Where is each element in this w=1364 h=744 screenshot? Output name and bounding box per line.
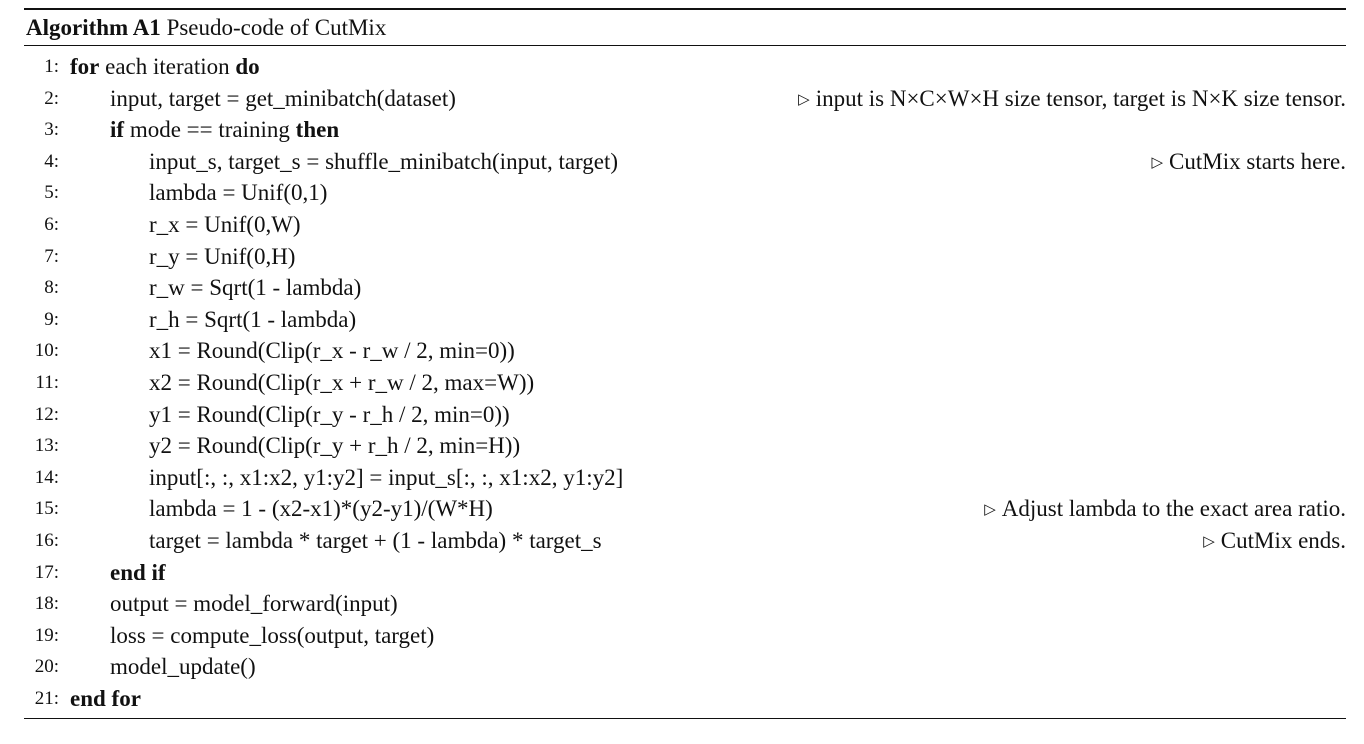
algorithm-block — [24, 8, 1346, 719]
code-line — [24, 177, 1346, 209]
comment-triangle-icon: ▷ — [1203, 533, 1215, 550]
line-number: 16: — [34, 529, 59, 551]
code-line — [24, 146, 1346, 178]
line-number: 18: — [34, 593, 59, 615]
code-statement — [110, 588, 398, 620]
line-number: 1: — [44, 56, 59, 77]
code-statement — [110, 620, 434, 652]
line-number: 21: — [34, 687, 59, 709]
code-statement — [70, 683, 141, 715]
code-line — [24, 462, 1346, 494]
code-line — [24, 367, 1346, 399]
comment-triangle-icon: ▷ — [984, 502, 996, 519]
code-text: lambda = 1 - (x2-x1)*(y2-y1)/(W*H) — [149, 496, 493, 522]
comment-text: input is N×C×W×H size tensor, target is N×K size tensor. — [815, 85, 1346, 111]
comment-triangle-icon: ▷ — [798, 91, 810, 108]
code-text: lambda = Unif(0,1) — [149, 180, 328, 206]
code-statement — [110, 114, 339, 146]
line-number: 17: — [34, 561, 59, 583]
code-line — [24, 493, 1346, 525]
code-statement — [110, 557, 166, 589]
code-line — [24, 114, 1346, 146]
code-line — [24, 241, 1346, 273]
code-statement — [149, 430, 520, 462]
line-number: 11: — [35, 371, 59, 393]
algorithm-label: Algorithm A1 — [26, 15, 161, 40]
code-text: each iteration — [99, 54, 236, 79]
line-comment — [1203, 525, 1346, 561]
line-comment — [1152, 146, 1347, 182]
code-text: input_s, target_s = shuffle_minibatch(input, target) — [149, 148, 619, 174]
line-comment — [984, 493, 1346, 529]
line-number: 13: — [34, 435, 59, 457]
line-number: 15: — [34, 498, 59, 520]
bottom-rule — [24, 718, 1346, 719]
code-statement — [149, 304, 356, 336]
algorithm-title: Pseudo-code of CutMix — [166, 15, 387, 40]
code-line — [24, 651, 1346, 683]
comment-triangle-icon: ▷ — [1151, 154, 1164, 171]
code-line — [24, 51, 1346, 83]
code-line — [24, 557, 1346, 589]
code-text: target = lambda * target + (1 - lambda) * target_s — [149, 527, 602, 553]
code-statement — [110, 83, 456, 115]
code-text: r_y = Unif(0,H) — [149, 243, 296, 269]
code-line — [24, 588, 1346, 620]
code-text: y1 = Round(Clip(r_y - r_h / 2, min=0)) — [149, 401, 510, 427]
code-text: input, target = get_minibatch(dataset) — [110, 85, 456, 111]
keyword: do — [235, 54, 260, 79]
line-number: 7: — [44, 245, 59, 267]
keyword: end if — [110, 559, 166, 585]
code-statement — [149, 146, 618, 178]
code-line — [24, 83, 1346, 115]
code-text: mode == training — [124, 117, 296, 143]
line-number: 6: — [44, 213, 59, 235]
code-text: r_w = Sqrt(1 - lambda) — [149, 275, 362, 301]
line-number: 2: — [44, 87, 59, 109]
code-line — [24, 620, 1346, 652]
comment-text: CutMix starts here. — [1169, 148, 1346, 174]
comment-text: Adjust lambda to the exact area ratio. — [1001, 496, 1346, 522]
code-line — [24, 399, 1346, 431]
code-line — [24, 335, 1346, 367]
line-number: 10: — [34, 340, 59, 362]
code-statement — [149, 525, 602, 557]
comment-text: CutMix ends. — [1220, 527, 1346, 553]
code-statement — [149, 177, 327, 209]
code-statement — [149, 209, 301, 241]
code-text: x1 = Round(Clip(r_x - r_w / 2, min=0)) — [149, 338, 515, 364]
line-number: 3: — [44, 119, 59, 141]
code-statement — [149, 493, 493, 525]
code-text: y2 = Round(Clip(r_y + r_h / 2, min=H)) — [149, 433, 521, 459]
line-number: 4: — [44, 150, 59, 172]
algorithm-caption — [24, 10, 1346, 45]
line-number: 19: — [34, 624, 59, 646]
code-text: output = model_forward(input) — [110, 591, 398, 617]
code-statement — [149, 272, 361, 304]
code-text: loss = compute_loss(output, target) — [110, 622, 435, 648]
code-statement — [149, 367, 534, 399]
line-number: 20: — [34, 656, 59, 678]
code-text: r_h = Sqrt(1 - lambda) — [149, 306, 357, 332]
code-statement — [149, 241, 295, 273]
code-statement — [110, 651, 256, 683]
keyword: end for — [70, 685, 141, 711]
code-text: input[:, :, x1:x2, y1:y2] = input_s[:, :, x1:x2, y1:y2] — [149, 464, 624, 490]
pseudo-code-lines — [24, 46, 1346, 714]
code-statement — [149, 462, 623, 494]
line-number: 12: — [34, 403, 59, 425]
code-line — [24, 304, 1346, 336]
code-line — [24, 430, 1346, 462]
line-comment — [798, 83, 1346, 119]
code-text: x2 = Round(Clip(r_x + r_w / 2, max=W)) — [149, 369, 535, 395]
code-line — [24, 683, 1346, 715]
line-number: 5: — [44, 182, 59, 204]
code-statement — [70, 51, 260, 83]
code-text: model_update() — [110, 654, 256, 680]
code-line — [24, 525, 1346, 557]
line-number: 14: — [34, 466, 59, 488]
line-number: 8: — [44, 277, 59, 299]
keyword: for — [70, 54, 100, 79]
code-line — [24, 272, 1346, 304]
line-number: 9: — [44, 308, 59, 330]
keyword: then — [295, 117, 340, 143]
code-statement — [149, 399, 510, 431]
code-line — [24, 209, 1346, 241]
code-text: r_x = Unif(0,W) — [149, 211, 301, 237]
keyword: if — [110, 117, 125, 143]
code-statement — [149, 335, 515, 367]
